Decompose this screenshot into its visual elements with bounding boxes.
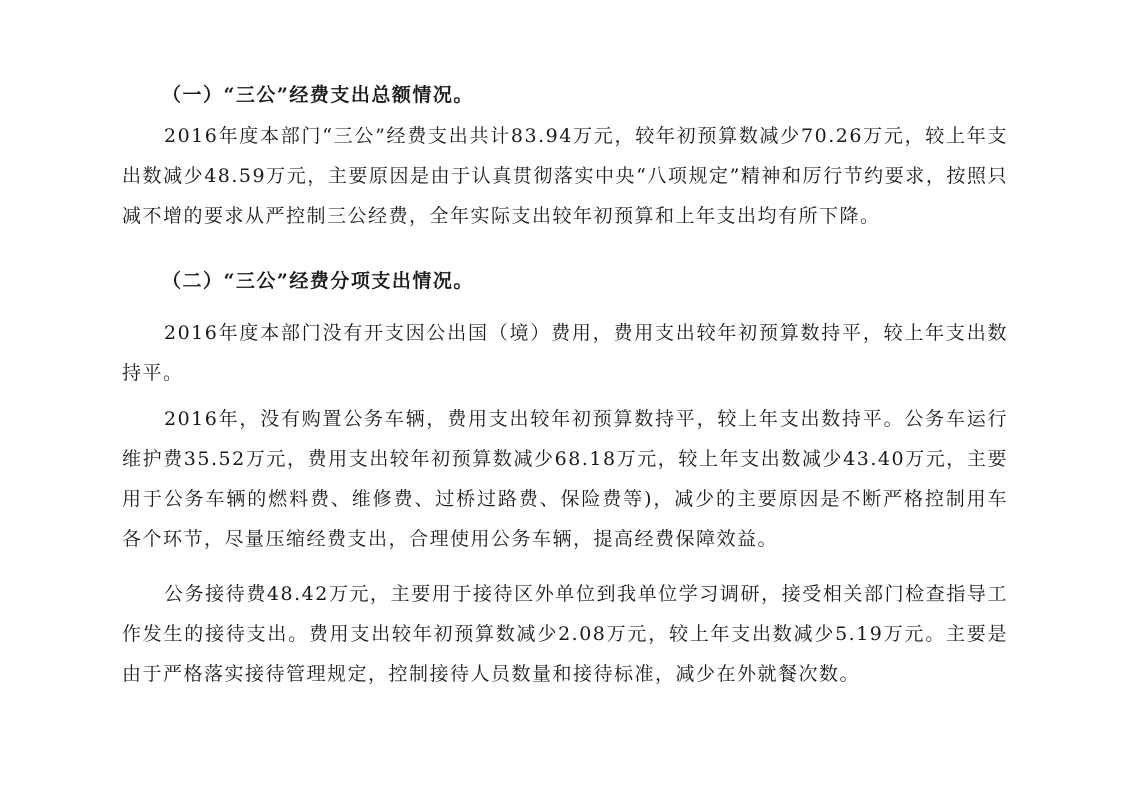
paragraph-reception: 公务接待费48.42万元，主要用于接待区外单位到我单位学习调研，接受相关部门检查指导工作发生的接待支出。费用支出较年初预算数减少2.08万元，较上年支出数减少5.19万元。主要是由于严格落实接待管理规定，控制接待人员数量和接待标准，减少在外就餐次数。	[122, 583, 1008, 685]
section-heading-total: （一）“三公”经费支出总额情况。	[162, 84, 474, 106]
section-heading-itemized: （二）“三公”经费分项支出情况。	[162, 270, 474, 292]
paragraph-total-summary: 2016年度本部门“三公”经费支出共计83.94万元，较年初预算数减少70.26万元，较上年支出数减少48.59万元，主要原因是由于认真贯彻落实中央“八项规定”精神和厉行节约要求，按照只减不增的要求从严控制三公经费，全年实际支出较年初预算和上年支出均有所下降。	[122, 125, 1008, 227]
paragraph-overseas-travel: 2016年度本部门没有开支因公出国（境）费用，费用支出较年初预算数持平，较上年支出数持平。	[122, 322, 1008, 384]
paragraph-vehicles: 2016年，没有购置公务车辆，费用支出较年初预算数持平，较上年支出数持平。公务车运行维护费35.52万元，费用支出较年初预算数减少68.18万元，较上年支出数减少43.40万元，主要用于公务车辆的燃料费、维修费、过桥过路费、保险费等)，减少的主要原因是不断严格控制用车各个环节，尽量压缩经费支出，合理使用公务车辆，提高经费保障效益。	[122, 408, 1008, 550]
